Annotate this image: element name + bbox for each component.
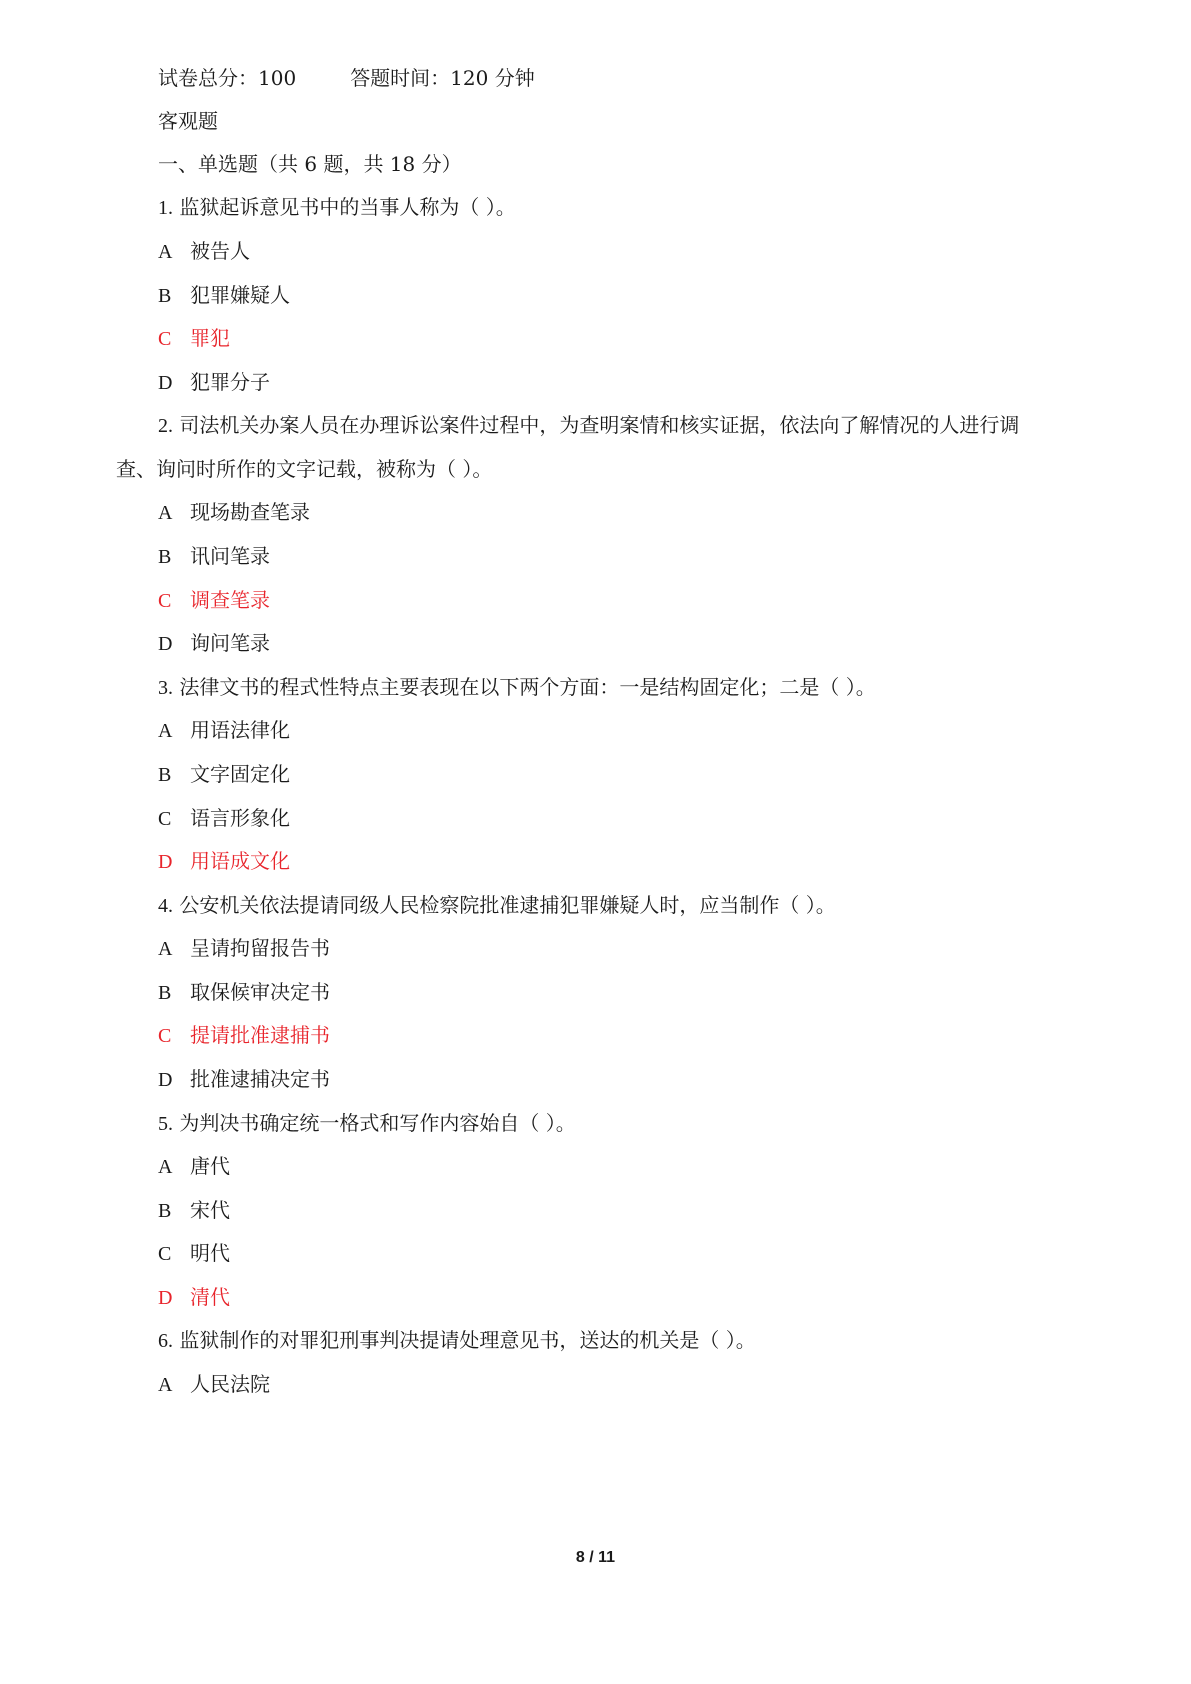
option-text: 调查笔录 (190, 588, 270, 612)
question-text: 监狱制作的对罪犯刑事判决提请处理意见书，送达的机关是（ ）。 (179, 1328, 756, 1352)
option-letter: C (158, 590, 172, 612)
option-letter: C (158, 1243, 172, 1265)
part-title: 一、单选题（共 6 题，共 18 分） (158, 152, 462, 176)
option-2b (158, 542, 270, 571)
option-4b (158, 978, 330, 1007)
option-1b (158, 281, 290, 310)
option-4c-correct (158, 1021, 330, 1050)
time-limit: 答题时间：120 分钟 (350, 66, 535, 90)
option-2c-correct (158, 586, 270, 615)
option-letter: A (158, 241, 173, 263)
page-number: 8 / 11 (575, 1549, 616, 1566)
option-4a (158, 934, 330, 963)
option-4d (158, 1065, 330, 1094)
option-text: 清代 (190, 1285, 230, 1309)
question-5 (158, 1109, 576, 1138)
question-number: 1. (158, 197, 173, 219)
question-number: 6. (158, 1330, 173, 1352)
question-number: 5. (158, 1113, 173, 1135)
option-text: 用语成文化 (190, 849, 290, 873)
question-text: 监狱起诉意见书中的当事人称为（ ）。 (179, 195, 516, 219)
option-letter: D (158, 1287, 173, 1309)
question-text: 公安机关依法提请同级人民检察院批准逮捕犯罪嫌疑人时，应当制作（ ）。 (179, 893, 836, 917)
question-3 (158, 673, 876, 702)
option-text: 罪犯 (190, 326, 230, 350)
option-text: 被告人 (190, 239, 250, 263)
option-text: 文字固定化 (190, 762, 290, 786)
option-text: 明代 (190, 1241, 230, 1265)
option-letter: D (158, 633, 173, 655)
option-3c (158, 804, 290, 833)
option-letter: C (158, 328, 172, 350)
option-letter: C (158, 808, 172, 830)
option-1d (158, 368, 270, 397)
option-3d-correct (158, 847, 290, 876)
option-text: 批准逮捕决定书 (190, 1067, 330, 1091)
question-number: 2. (158, 415, 173, 437)
question-4 (158, 891, 836, 920)
total-score: 试卷总分：100 (158, 66, 297, 90)
option-text: 现场勘查笔录 (190, 500, 310, 524)
option-2d (158, 629, 270, 658)
option-letter: B (158, 546, 172, 568)
option-5a (158, 1152, 230, 1181)
option-letter: A (158, 938, 173, 960)
option-5b (158, 1196, 230, 1225)
option-1a (158, 237, 250, 266)
option-text: 语言形象化 (190, 806, 290, 830)
question-2-continued: 查、询问时所作的文字记载，被称为（ ）。 (116, 457, 493, 481)
section-title: 客观题 (158, 109, 218, 133)
option-letter: B (158, 764, 172, 786)
option-text: 取保候审决定书 (190, 980, 330, 1004)
option-text: 询问笔录 (190, 631, 270, 655)
option-3b (158, 760, 290, 789)
option-2a (158, 498, 310, 527)
option-text: 人民法院 (190, 1372, 270, 1396)
question-text: 法律文书的程式性特点主要表现在以下两个方面：一是结构固定化；二是（ ）。 (179, 675, 876, 699)
option-text: 犯罪分子 (190, 370, 270, 394)
question-number: 3. (158, 677, 173, 699)
option-text: 用语法律化 (190, 718, 290, 742)
option-text: 犯罪嫌疑人 (190, 283, 290, 307)
question-text: 司法机关办案人员在办理诉讼案件过程中，为查明案情和核实证据，依法向了解情况的人进行调 (179, 413, 1020, 437)
option-letter: D (158, 1069, 173, 1091)
question-2 (158, 411, 1019, 440)
option-letter: A (158, 720, 173, 742)
option-5c (158, 1239, 230, 1268)
option-letter: A (158, 1156, 173, 1178)
option-text: 呈请拘留报告书 (190, 936, 330, 960)
option-letter: D (158, 851, 173, 873)
question-1 (158, 193, 516, 222)
option-3a (158, 716, 290, 745)
option-6a (158, 1370, 270, 1399)
question-number: 4. (158, 895, 173, 917)
option-text: 讯问笔录 (190, 544, 270, 568)
option-letter: B (158, 982, 172, 1004)
option-letter: D (158, 372, 173, 394)
option-1c-correct (158, 324, 230, 353)
option-text: 提请批准逮捕书 (190, 1023, 330, 1047)
option-letter: C (158, 1025, 172, 1047)
exam-meta (158, 64, 535, 92)
option-text: 唐代 (190, 1154, 230, 1178)
option-text: 宋代 (190, 1198, 230, 1222)
question-6 (158, 1326, 756, 1355)
option-letter: A (158, 1374, 173, 1396)
option-letter: A (158, 502, 173, 524)
question-text: 为判决书确定统一格式和写作内容始自（ ）。 (179, 1111, 576, 1135)
option-5d-correct (158, 1283, 230, 1312)
option-letter: B (158, 1200, 172, 1222)
option-letter: B (158, 285, 172, 307)
